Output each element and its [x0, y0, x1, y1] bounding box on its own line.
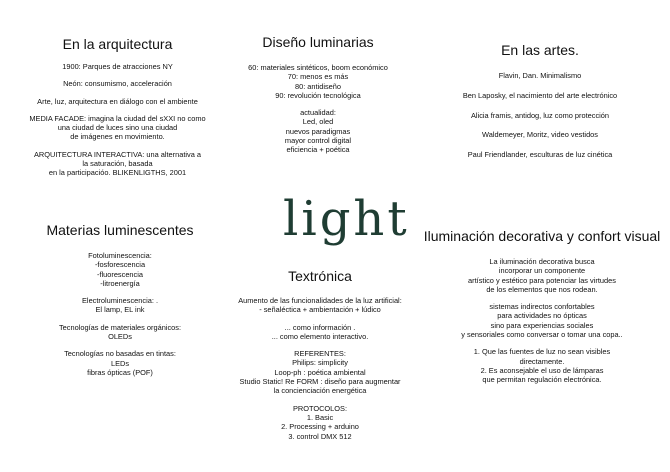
text-paragraph: Neón: consumismo, acceleración	[63, 79, 172, 89]
section-title: En las artes.	[501, 42, 579, 58]
text-paragraph: La iluminación decorativa busca incorporar un componente artístico y estético para potenciar las virtudes de los elementos que nos rodean.	[468, 257, 616, 294]
text-paragraph: Alicia framis, antidog, luz como protección	[470, 110, 610, 120]
text-paragraph: Aumento de las funcionalidades de la luz artificial: - señaléctica + ambientación + lúdico	[238, 296, 402, 315]
text-paragraph: REFERENTES: Philips: simplicity Loop-ph : poética ambiental Studio Static! Re FORM : diseño para augmentar la concienciación energética	[239, 349, 401, 396]
text-paragraph: Fotoluminescencia: -fosforescencia -fluorescencia -litroenergía	[88, 251, 152, 288]
text-paragraph: 1900: Parques de atracciones NY	[62, 62, 173, 71]
text-paragraph: Arte, luz, arquitectura en diálogo con el ambiente	[37, 96, 198, 106]
text-paragraph: ... como información . ... como elemento interactivo.	[271, 322, 369, 341]
section-title: Diseño luminarias	[262, 34, 374, 50]
section-title: Materias luminescentes	[46, 222, 194, 238]
text-paragraph: actualidad: Led, oled nuevos paradigmas mayor control digital eficiencia + poética	[284, 108, 352, 155]
text-paragraph: 1. Que las fuentes de luz no sean visibles directamente. 2. Es aconsejable el uso de lámparas que permitan regulación electrónica.	[473, 347, 611, 385]
section-diseno-luminarias	[228, 34, 408, 163]
section-title: En la arquitectura	[62, 36, 173, 52]
text-paragraph: Tecnologías de materiales orgánicos: OLEDs	[58, 322, 181, 342]
text-paragraph: Tecnologías no basadas en tintas: LEDs fibras ópticas (POF)	[64, 349, 176, 377]
section-title: Textrónica	[288, 268, 352, 284]
section-title: Iluminación decorativa y confort visual	[423, 228, 661, 244]
text-paragraph: sistemas indirectos confortables para actividades no ópticas sino para experiencias sociales y sensoriales como conversar o tomar una copa..	[461, 302, 623, 340]
text-paragraph: Electroluminescencia: . El lamp, EL ink	[82, 296, 158, 315]
text-paragraph: 60: materiales sintéticos, boom económico 70: menos es más 80: antidiseño 90: revolución tecnológica	[248, 63, 388, 100]
light-logo: light	[283, 191, 410, 247]
section-arquitectura	[15, 36, 220, 186]
text-paragraph: Flavin, Dan. Minimalismo	[498, 71, 582, 80]
text-paragraph: Paul Friendlander, esculturas de luz cinética	[467, 150, 613, 160]
section-materias-luminescentes	[20, 222, 220, 385]
section-iluminacion-decorativa	[418, 228, 666, 393]
text-paragraph: PROTOCOLOS: 1. Basic 2. Processing + arduino 3. control DMX 512	[281, 403, 359, 441]
section-textronica	[225, 268, 415, 449]
text-paragraph: Waldemeyer, Moritz, video vestidos	[482, 130, 598, 140]
section-artes	[415, 42, 665, 170]
text-paragraph: Ben Laposky, el nacimiento del arte electrónico	[462, 90, 618, 100]
text-paragraph: ARQUITECTURA INTERACTIVA: una alternativa a la saturación, basada en la participacióo. BLIKENLIGTHS, 2001	[33, 149, 202, 178]
text-paragraph: MEDIA FACADE: imagina la ciudad del sXXI no como una ciudad de luces sino una ciudad de imágenes en movimiento.	[29, 113, 206, 142]
